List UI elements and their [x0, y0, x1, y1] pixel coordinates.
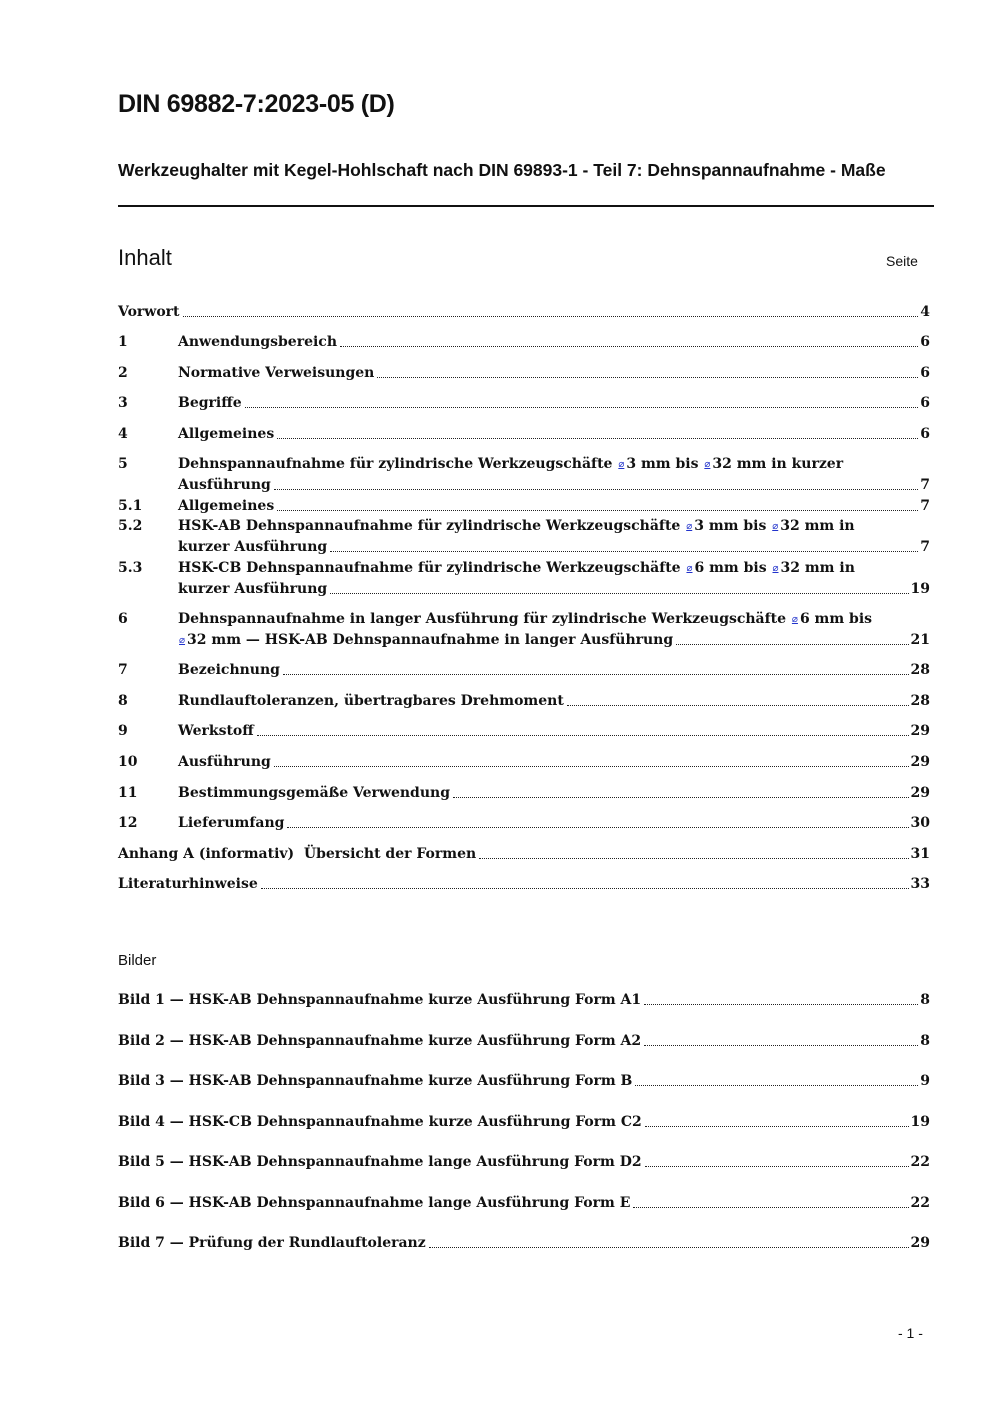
toc-entry-page: 28 [910, 693, 930, 709]
toc-entry-text: 32 mm in [780, 518, 855, 534]
toc-entry-page: 7 [920, 539, 930, 555]
toc-entry-6-line2[interactable] [178, 631, 930, 650]
toc-leader [377, 377, 918, 378]
figure-entry-page: 8 [920, 992, 930, 1008]
figure-entry-text: Bild 5 — HSK-AB Dehnspannaufnahme lange Ausführung Form D2 [118, 1154, 642, 1170]
figure-entry-text: Bild 3 — HSK-AB Dehnspannaufnahme kurze Ausführung Form B [118, 1073, 633, 1089]
toc-leader [645, 1126, 909, 1127]
toc-leader [274, 766, 909, 767]
toc-entry-7[interactable] [118, 661, 930, 680]
toc-entry-page: 28 [910, 662, 930, 678]
toc-entry-page: 19 [910, 581, 930, 597]
toc-entry-text: HSK-CB Dehnspannaufnahme für zylindrische Werkzeugschäfte [178, 560, 681, 576]
toc-entry-number: 12 [118, 815, 138, 831]
diameter-symbol-icon: ⌀ [772, 521, 779, 532]
toc-entry-number: 8 [118, 693, 128, 709]
toc-entry-2[interactable] [118, 364, 930, 383]
toc-entry-text: Dehnspannaufnahme für zylindrische Werkzeugschäfte [178, 456, 613, 472]
figure-entry-1[interactable] [118, 991, 930, 1010]
toc-leader [633, 1207, 908, 1208]
toc-entry-page: 4 [920, 304, 930, 320]
toc-entry-5-3-line1[interactable] [178, 559, 930, 578]
toc-entry-text: Begriffe [178, 395, 242, 411]
toc-entry-text: 32 mm in kurzer [712, 456, 844, 472]
toc-entry-text: Werkstoff [178, 723, 254, 739]
toc-leader [257, 735, 909, 736]
toc-entry-page: 6 [920, 334, 930, 350]
toc-entry-page: 29 [910, 754, 930, 770]
diameter-symbol-icon: ⌀ [704, 459, 711, 470]
figure-entry-page: 22 [910, 1154, 930, 1170]
toc-entry-page: 7 [920, 477, 930, 493]
figure-entry-text: Bild 2 — HSK-AB Dehnspannaufnahme kurze Ausführung Form A2 [118, 1033, 642, 1049]
toc-entry-text: 6 mm bis [694, 560, 767, 576]
toc-entry-text: Rundlauftoleranzen, übertragbares Drehmoment [178, 693, 564, 709]
figure-entry-text: Bild 4 — HSK-CB Dehnspannaufnahme kurze Ausführung Form C2 [118, 1114, 642, 1130]
toc-entry-literaturhinweise[interactable] [118, 875, 930, 894]
toc-leader [453, 797, 909, 798]
toc-entry-page: 7 [920, 498, 930, 514]
figure-entry-page: 8 [920, 1033, 930, 1049]
toc-leader [183, 316, 919, 317]
toc-entry-text: 32 mm — HSK-AB Dehnspannaufnahme in langer Ausführung [187, 632, 674, 648]
toc-entry-page: 33 [910, 876, 930, 892]
toc-entry-page: 30 [910, 815, 930, 831]
toc-entry-page: 6 [920, 426, 930, 442]
figure-entry-page: 9 [920, 1073, 930, 1089]
toc-leader [283, 674, 909, 675]
toc-entry-text: Anhang A (informativ) Übersicht der Formen [118, 846, 477, 862]
toc-entry-number: 1 [118, 334, 128, 350]
toc-entry-text: HSK-AB Dehnspannaufnahme für zylindrische Werkzeugschäfte [178, 518, 681, 534]
toc-entry-number: 10 [118, 754, 138, 770]
diameter-symbol-icon: ⌀ [686, 563, 693, 574]
toc-entry-number: 4 [118, 426, 128, 442]
figure-entry-5[interactable] [118, 1153, 930, 1172]
toc-entry-number: 3 [118, 395, 128, 411]
diameter-symbol-icon: ⌀ [686, 521, 693, 532]
toc-leader [340, 346, 918, 347]
toc-leader [644, 1004, 918, 1005]
toc-leader [330, 551, 918, 552]
toc-entry-text: Literaturhinweise [118, 876, 258, 892]
toc-entry-number: 11 [118, 785, 138, 801]
toc-entry-text: Vorwort [118, 304, 180, 320]
toc-leader [330, 593, 908, 594]
toc-entry-page: 31 [910, 846, 930, 862]
title-divider [118, 205, 934, 207]
toc-entry-number: 9 [118, 723, 128, 739]
figure-entry-7[interactable] [118, 1234, 930, 1253]
toc-page-column-label: Seite [886, 253, 918, 269]
toc-entry-6-line1[interactable] [178, 610, 930, 629]
toc-entry-text: 3 mm bis [626, 456, 699, 472]
toc-entry-8[interactable] [118, 692, 930, 711]
toc-entry-number: 5.1 [118, 498, 143, 514]
diameter-symbol-icon: ⌀ [179, 635, 186, 646]
diameter-symbol-icon: ⌀ [791, 614, 798, 625]
toc-leader [277, 438, 918, 439]
toc-entry-text: Allgemeines [178, 426, 275, 442]
toc-entry-text: kurzer Ausführung [178, 539, 328, 555]
toc-entry-text: 3 mm bis [694, 518, 767, 534]
figure-entry-text: Bild 6 — HSK-AB Dehnspannaufnahme lange Ausführung Form E [118, 1195, 631, 1211]
toc-entry-number: 2 [118, 365, 128, 381]
toc-entry-5-3-line2[interactable] [178, 580, 930, 599]
toc-leader [261, 888, 909, 889]
toc-entry-page: 29 [910, 723, 930, 739]
toc-leader [635, 1085, 918, 1086]
toc-entry-vorwort[interactable] [118, 303, 930, 322]
toc-entry-5-1[interactable] [118, 497, 930, 516]
toc-leader [274, 489, 918, 490]
toc-leader [479, 858, 908, 859]
toc-entry-5-number: 5 [118, 456, 128, 472]
toc-leader [645, 1166, 909, 1167]
figure-entry-6[interactable] [118, 1194, 930, 1213]
toc-entry-text: 32 mm in [780, 560, 855, 576]
toc-entry-text: Ausführung [178, 754, 271, 770]
toc-entry-5-line2[interactable] [178, 476, 930, 495]
toc-leader [644, 1045, 918, 1046]
figure-entry-text: Bild 1 — HSK-AB Dehnspannaufnahme kurze Ausführung Form A1 [118, 992, 642, 1008]
figure-entry-page: 29 [910, 1235, 930, 1251]
toc-entry-text: Lieferumfang [178, 815, 285, 831]
toc-entry-3[interactable] [118, 394, 930, 413]
toc-entry-5-2-line1[interactable] [178, 517, 930, 536]
toc-heading: Inhalt [118, 245, 172, 270]
toc-entry-page: 6 [920, 395, 930, 411]
toc-entry-anhang-a[interactable] [118, 845, 930, 864]
toc-entry-12[interactable] [118, 814, 930, 833]
figure-entry-2[interactable] [118, 1032, 930, 1051]
toc-entry-text: Anwendungsbereich [178, 334, 337, 350]
toc-leader [429, 1247, 909, 1248]
toc-leader [676, 644, 908, 645]
toc-entry-text: Bezeichnung [178, 662, 280, 678]
toc-entry-text: Normative Verweisungen [178, 365, 375, 381]
toc-leader [245, 407, 919, 408]
toc-entry-5-3-number: 5.3 [118, 560, 143, 576]
toc-entry-text: Bestimmungsgemäße Verwendung [178, 785, 450, 801]
toc-entry-number: 7 [118, 662, 128, 678]
figure-entry-page: 22 [910, 1195, 930, 1211]
toc-entry-9[interactable] [118, 722, 930, 741]
figure-entry-3[interactable] [118, 1072, 930, 1091]
toc-entry-6-number: 6 [118, 611, 128, 627]
figure-entry-4[interactable] [118, 1113, 930, 1132]
document-title: Werkzeughalter mit Kegel-Hohlschaft nach DIN 69893-1 - Teil 7: Dehnspannaufnahme - Maße [118, 160, 886, 180]
toc-entry-10[interactable] [118, 753, 930, 772]
toc-entry-page: 6 [920, 365, 930, 381]
page-number: - 1 - [898, 1325, 923, 1341]
toc-entry-page: 21 [910, 632, 930, 648]
figure-entry-page: 19 [910, 1114, 930, 1130]
toc-entry-text: kurzer Ausführung [178, 581, 328, 597]
diameter-symbol-icon: ⌀ [618, 459, 625, 470]
toc-entry-page: 29 [910, 785, 930, 801]
toc-entry-4[interactable] [118, 425, 930, 444]
toc-entry-5-2-line2[interactable] [178, 538, 930, 557]
toc-entry-1[interactable] [118, 333, 930, 352]
toc-leader [287, 827, 908, 828]
document-id: DIN 69882-7:2023-05 (D) [118, 90, 395, 118]
toc-entry-11[interactable] [118, 784, 930, 803]
toc-entry-5-2-number: 5.2 [118, 518, 143, 534]
toc-leader [277, 510, 918, 511]
toc-entry-text: Ausführung [178, 477, 271, 493]
toc-entry-text: Dehnspannaufnahme in langer Ausführung für zylindrische Werkzeugschäfte [178, 611, 787, 627]
toc-leader [567, 705, 909, 706]
toc-entry-text: Allgemeines [178, 498, 275, 514]
figures-heading: Bilder [118, 952, 157, 969]
toc-entry-5-line1[interactable] [178, 455, 930, 474]
diameter-symbol-icon: ⌀ [772, 563, 779, 574]
toc-entry-text: 6 mm bis [799, 611, 873, 627]
figure-entry-text: Bild 7 — Prüfung der Rundlauftoleranz [118, 1235, 426, 1251]
